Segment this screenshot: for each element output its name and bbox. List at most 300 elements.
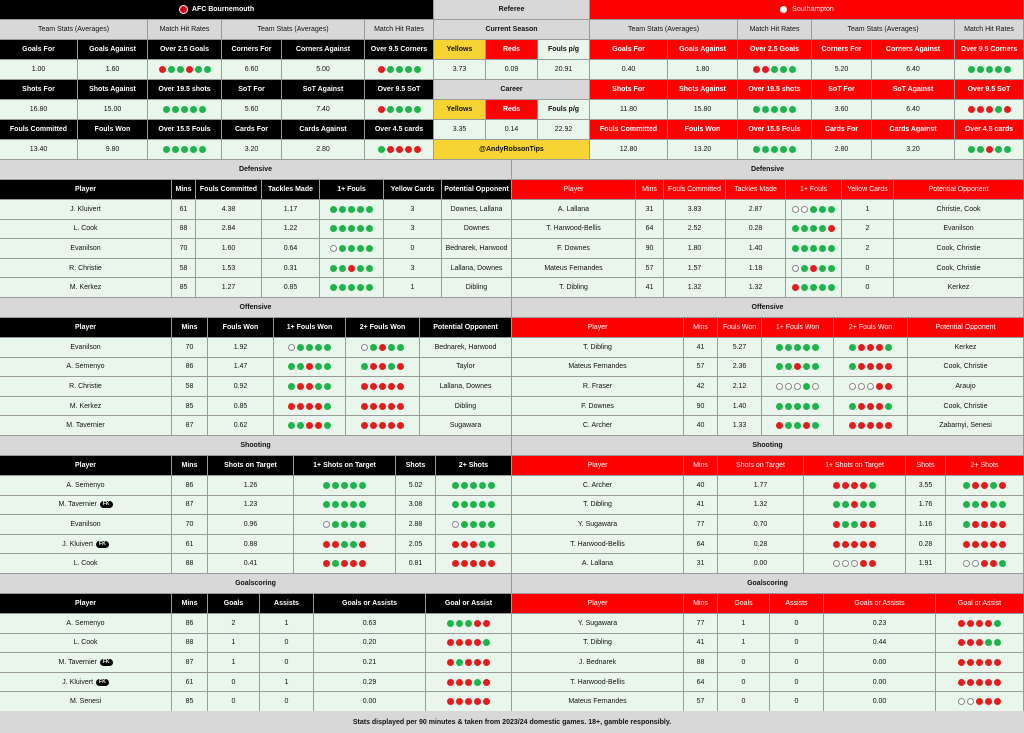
cell-text: Team Stats (Averages) bbox=[37, 26, 110, 33]
team-stat-label bbox=[738, 120, 812, 140]
column-header bbox=[770, 594, 824, 614]
empty-dot-icon bbox=[323, 521, 330, 528]
miss-dot-icon bbox=[792, 284, 799, 291]
player-stat bbox=[260, 653, 314, 673]
cell-text: 1.17 bbox=[283, 205, 298, 213]
empty-dot-icon bbox=[833, 560, 840, 567]
team-stat-label bbox=[282, 40, 365, 60]
section-title-offensive bbox=[0, 298, 512, 318]
cell-text: 1+ Fouls Won bbox=[286, 324, 333, 331]
cell-text: 3 bbox=[410, 205, 415, 213]
hit-dot-icon bbox=[339, 225, 346, 232]
hit-dot-icon bbox=[842, 501, 849, 508]
hit-dot-icon bbox=[819, 225, 826, 232]
team-stat-value bbox=[872, 140, 955, 160]
hit-rate-dots bbox=[958, 639, 1001, 646]
hit-dot-icon bbox=[819, 245, 826, 252]
player-stat bbox=[824, 673, 936, 693]
miss-dot-icon bbox=[999, 541, 1006, 548]
cell-text: 88 bbox=[185, 639, 194, 647]
cell-text: 0.23 bbox=[872, 619, 887, 627]
cell-text: J. Bednarek bbox=[578, 658, 617, 666]
team-stat-label bbox=[222, 120, 282, 140]
miss-dot-icon bbox=[483, 659, 490, 666]
empty-dot-icon bbox=[967, 698, 974, 705]
player-stat bbox=[396, 554, 436, 574]
player-stat bbox=[894, 220, 1024, 240]
cell-text: 0.88 bbox=[243, 540, 258, 548]
hit-dot-icon bbox=[172, 106, 179, 113]
player-stat bbox=[684, 554, 718, 574]
player-stat bbox=[786, 239, 842, 259]
free-kick-taker-badge: FK bbox=[100, 659, 113, 666]
miss-dot-icon bbox=[986, 106, 993, 113]
cell-text: 31 bbox=[645, 205, 654, 213]
free-kick-taker-badge: FK bbox=[100, 501, 113, 508]
player-stat bbox=[172, 634, 208, 654]
cell-text: 1.26 bbox=[243, 481, 258, 489]
hit-dot-icon bbox=[297, 363, 304, 370]
player-stat bbox=[762, 397, 834, 417]
player-stat bbox=[804, 496, 906, 516]
hit-dot-icon bbox=[447, 620, 454, 627]
player-name bbox=[512, 476, 684, 496]
player-stat bbox=[294, 496, 396, 516]
player-name bbox=[512, 496, 684, 516]
cell-text: Corners Against bbox=[295, 46, 351, 53]
cell-text: Taylor bbox=[456, 363, 475, 371]
cell-text: Cook, Christie bbox=[943, 363, 988, 371]
hit-rate-dots bbox=[378, 106, 421, 113]
empty-dot-icon bbox=[963, 560, 970, 567]
hit-dot-icon bbox=[780, 66, 787, 73]
player-stat bbox=[664, 239, 726, 259]
hit-rate-dots bbox=[361, 403, 404, 410]
hit-dot-icon bbox=[753, 106, 760, 113]
hit-dot-icon bbox=[288, 383, 295, 390]
hit-dot-icon bbox=[190, 106, 197, 113]
cell-text: Assists bbox=[785, 600, 808, 607]
cell-text: Player bbox=[74, 324, 97, 331]
cell-text: 9.80 bbox=[105, 146, 120, 153]
cell-text: SoT Against bbox=[302, 86, 344, 93]
player-stat bbox=[396, 515, 436, 535]
team-hit-rate bbox=[148, 60, 222, 80]
player-stat bbox=[208, 673, 260, 693]
hit-dot-icon bbox=[776, 344, 783, 351]
cell-text: 2.84 bbox=[221, 225, 236, 233]
hit-dot-icon bbox=[357, 284, 364, 291]
player-stat bbox=[294, 476, 396, 496]
cell-text: 13.40 bbox=[29, 146, 48, 153]
miss-dot-icon bbox=[350, 560, 357, 567]
hit-rate-dots bbox=[452, 541, 495, 548]
player-name bbox=[512, 673, 684, 693]
cell-text: 0 bbox=[865, 284, 870, 292]
column-header bbox=[824, 594, 936, 614]
hit-dot-icon bbox=[357, 265, 364, 272]
empty-dot-icon bbox=[794, 383, 801, 390]
team-hit-rate bbox=[955, 140, 1024, 160]
player-stat bbox=[346, 397, 420, 417]
cell-text: T. Dibling bbox=[583, 343, 612, 351]
hit-dot-icon bbox=[341, 521, 348, 528]
column-header bbox=[320, 180, 384, 200]
hit-dot-icon bbox=[812, 363, 819, 370]
miss-dot-icon bbox=[985, 698, 992, 705]
hit-dot-icon bbox=[359, 482, 366, 489]
team-stat-value bbox=[590, 140, 668, 160]
player-stat bbox=[172, 220, 196, 240]
hit-rate-dots bbox=[776, 383, 819, 390]
hit-dot-icon bbox=[801, 225, 808, 232]
hit-dot-icon bbox=[771, 66, 778, 73]
player-stat bbox=[208, 535, 294, 555]
cell-text: 70 bbox=[185, 520, 194, 528]
player-stat bbox=[384, 278, 442, 298]
miss-dot-icon bbox=[860, 560, 867, 567]
cell-text: Player bbox=[74, 600, 97, 607]
cell-text: 1.40 bbox=[748, 244, 763, 252]
cell-text: 0.70 bbox=[753, 520, 768, 528]
cell-text: 6.60 bbox=[244, 66, 259, 73]
hit-rate-dots bbox=[447, 679, 490, 686]
cell-text: Potential Opponent bbox=[928, 186, 989, 193]
hit-dot-icon bbox=[199, 106, 206, 113]
miss-dot-icon bbox=[981, 501, 988, 508]
miss-dot-icon bbox=[860, 482, 867, 489]
hit-dot-icon bbox=[479, 501, 486, 508]
free-kick-taker-badge: FK bbox=[96, 679, 109, 686]
hit-rate-dots bbox=[792, 245, 835, 252]
column-header bbox=[384, 180, 442, 200]
hit-dot-icon bbox=[348, 225, 355, 232]
team-stat-value bbox=[282, 60, 365, 80]
player-stat bbox=[824, 634, 936, 654]
player-stat bbox=[684, 653, 718, 673]
hit-dot-icon bbox=[405, 66, 412, 73]
hit-rate-dots bbox=[776, 403, 819, 410]
hit-dot-icon bbox=[339, 245, 346, 252]
miss-dot-icon bbox=[986, 146, 993, 153]
miss-dot-icon bbox=[967, 679, 974, 686]
hit-rate-dots bbox=[833, 560, 876, 567]
team-stat-label bbox=[282, 80, 365, 100]
player-stat bbox=[894, 259, 1024, 279]
hit-dot-icon bbox=[370, 344, 377, 351]
cell-text: Shooting bbox=[240, 442, 271, 449]
miss-dot-icon bbox=[967, 639, 974, 646]
miss-dot-icon bbox=[452, 560, 459, 567]
miss-dot-icon bbox=[297, 383, 304, 390]
hit-dot-icon bbox=[801, 265, 808, 272]
player-stat bbox=[172, 673, 208, 693]
hit-dot-icon bbox=[388, 344, 395, 351]
hit-rate-dots bbox=[792, 284, 835, 291]
cell-text: 85 bbox=[185, 402, 194, 410]
miss-dot-icon bbox=[465, 639, 472, 646]
player-name bbox=[0, 614, 172, 634]
miss-dot-icon bbox=[379, 383, 386, 390]
player-stat bbox=[442, 200, 512, 220]
miss-dot-icon bbox=[990, 521, 997, 528]
cell-text: Goals bbox=[734, 600, 753, 607]
cell-text: 2+ Shots bbox=[970, 462, 999, 469]
player-name bbox=[512, 535, 684, 555]
player-stat bbox=[262, 239, 320, 259]
player-stat bbox=[426, 673, 512, 693]
cell-text: 2+ Shots bbox=[458, 462, 489, 469]
cell-text: 3.20 bbox=[244, 146, 259, 153]
cell-text: 77 bbox=[696, 520, 705, 528]
player-name bbox=[0, 535, 172, 555]
referee-stat-value bbox=[486, 120, 538, 140]
hit-dot-icon bbox=[963, 501, 970, 508]
hit-dot-icon bbox=[332, 560, 339, 567]
hit-rate-dots bbox=[288, 403, 331, 410]
column-header bbox=[262, 180, 320, 200]
miss-dot-icon bbox=[842, 541, 849, 548]
current-season-header bbox=[434, 20, 590, 40]
cell-text: 0.20 bbox=[362, 639, 377, 647]
player-name bbox=[0, 200, 172, 220]
player-stat bbox=[946, 496, 1024, 516]
player-stat bbox=[770, 653, 824, 673]
player-stat bbox=[684, 358, 718, 378]
cell-text: 0.85 bbox=[233, 402, 248, 410]
cell-text: 88 bbox=[185, 560, 194, 568]
cell-text: 1.76 bbox=[918, 501, 933, 509]
miss-dot-icon bbox=[361, 383, 368, 390]
cell-text: 0.28 bbox=[748, 225, 763, 233]
column-header bbox=[294, 456, 396, 476]
player-stat bbox=[824, 653, 936, 673]
player-stat bbox=[436, 496, 512, 516]
cell-text: Shots Against bbox=[679, 86, 726, 93]
miss-dot-icon bbox=[972, 482, 979, 489]
team-stats-avg-header bbox=[222, 20, 365, 40]
cell-text: Evanilson bbox=[943, 225, 974, 233]
column-header bbox=[906, 456, 946, 476]
hit-dot-icon bbox=[324, 422, 331, 429]
miss-dot-icon bbox=[379, 422, 386, 429]
cell-text: 2.12 bbox=[732, 382, 747, 390]
player-stat bbox=[834, 338, 908, 358]
career-header bbox=[434, 80, 590, 100]
miss-dot-icon bbox=[851, 541, 858, 548]
team-stat-label bbox=[0, 120, 78, 140]
team-stat-value bbox=[590, 100, 668, 120]
hit-dot-icon bbox=[361, 363, 368, 370]
cell-text: 2+ Fouls Won bbox=[848, 324, 893, 331]
cell-text: 1 bbox=[741, 619, 746, 627]
free-kick-taker-badge: FK bbox=[96, 541, 109, 548]
cell-text: 41 bbox=[696, 639, 705, 647]
cell-text: C. Archer bbox=[582, 422, 613, 430]
cell-text: M. Tavernier bbox=[66, 422, 105, 430]
hit-dot-icon bbox=[842, 521, 849, 528]
column-header bbox=[786, 180, 842, 200]
hit-dot-icon bbox=[963, 482, 970, 489]
miss-dot-icon bbox=[1004, 106, 1011, 113]
miss-dot-icon bbox=[994, 659, 1001, 666]
cell-text: 90 bbox=[645, 244, 654, 252]
cell-text: Shots bbox=[405, 462, 426, 469]
player-stat bbox=[208, 338, 274, 358]
miss-dot-icon bbox=[985, 659, 992, 666]
miss-dot-icon bbox=[885, 363, 892, 370]
cell-text: 1+ Shots on Target bbox=[825, 462, 884, 469]
hit-dot-icon bbox=[199, 146, 206, 153]
hit-dot-icon bbox=[330, 206, 337, 213]
hit-dot-icon bbox=[810, 284, 817, 291]
team-hit-rate bbox=[738, 100, 812, 120]
cell-text: Player bbox=[587, 600, 608, 607]
hit-dot-icon bbox=[990, 482, 997, 489]
player-stat bbox=[906, 515, 946, 535]
player-stat bbox=[770, 692, 824, 712]
cell-text: Shots on Target bbox=[736, 462, 785, 469]
cell-text: J. Kluivert bbox=[62, 540, 94, 548]
miss-dot-icon bbox=[361, 422, 368, 429]
hit-rate-dots bbox=[330, 225, 373, 232]
hit-rate-dots bbox=[963, 521, 1006, 528]
cell-text: 85 bbox=[185, 698, 194, 706]
player-stat bbox=[396, 535, 436, 555]
miss-dot-icon bbox=[885, 422, 892, 429]
player-stat bbox=[636, 239, 664, 259]
section-title-offensive bbox=[512, 298, 1024, 318]
miss-dot-icon bbox=[359, 560, 366, 567]
player-stat bbox=[346, 377, 420, 397]
column-header bbox=[512, 180, 636, 200]
cell-text: 2.88 bbox=[408, 520, 423, 528]
player-stat bbox=[804, 554, 906, 574]
player-stat bbox=[436, 554, 512, 574]
cell-text: 5.02 bbox=[408, 481, 423, 489]
player-stat bbox=[426, 634, 512, 654]
player-stat bbox=[172, 239, 196, 259]
hit-dot-icon bbox=[488, 501, 495, 508]
cell-text: 58 bbox=[179, 264, 188, 272]
cell-text: 20.91 bbox=[554, 66, 573, 73]
cell-text: J. Kluivert bbox=[62, 678, 94, 686]
section-title-goalscoring bbox=[0, 574, 512, 594]
player-stat bbox=[314, 634, 426, 654]
player-stat bbox=[718, 634, 770, 654]
cell-text: 41 bbox=[645, 284, 654, 292]
hit-dot-icon bbox=[995, 146, 1002, 153]
cell-text: 77 bbox=[696, 619, 705, 627]
miss-dot-icon bbox=[833, 521, 840, 528]
cell-text: 1 bbox=[741, 639, 746, 647]
cell-text: 3.60 bbox=[834, 106, 849, 113]
cell-text: Over 9.5 Corners bbox=[370, 46, 428, 53]
cell-text: 87 bbox=[185, 422, 194, 430]
cell-text: 0.62 bbox=[233, 422, 248, 430]
hit-rate-dots bbox=[323, 482, 366, 489]
cell-text: A. Semenyo bbox=[66, 619, 105, 627]
cell-text: Over 15.5 Fouls bbox=[748, 126, 801, 133]
column-header bbox=[426, 594, 512, 614]
team-stat-value bbox=[812, 60, 872, 80]
cell-text: 87 bbox=[185, 658, 194, 666]
miss-dot-icon bbox=[461, 541, 468, 548]
hit-rate-dots bbox=[288, 363, 331, 370]
hit-dot-icon bbox=[792, 225, 799, 232]
player-stat bbox=[684, 614, 718, 634]
cell-text: Tackles Made bbox=[734, 186, 777, 193]
miss-dot-icon bbox=[794, 363, 801, 370]
hit-dot-icon bbox=[348, 245, 355, 252]
column-header bbox=[442, 180, 512, 200]
cell-text: F. Downes bbox=[581, 402, 614, 410]
player-stat bbox=[908, 416, 1024, 436]
hit-rate-dots bbox=[849, 363, 892, 370]
player-name bbox=[512, 338, 684, 358]
bournemouth-crest-icon bbox=[179, 5, 188, 14]
cell-text: Over 9.5 SoT bbox=[377, 86, 421, 93]
hit-dot-icon bbox=[324, 403, 331, 410]
cell-text: Mateus Fernandes bbox=[568, 698, 627, 706]
hit-dot-icon bbox=[332, 521, 339, 528]
cell-text: 1.32 bbox=[687, 284, 702, 292]
hit-dot-icon bbox=[452, 482, 459, 489]
hit-dot-icon bbox=[849, 363, 856, 370]
hit-dot-icon bbox=[990, 501, 997, 508]
referee-stat-label bbox=[538, 100, 590, 120]
player-name bbox=[0, 259, 172, 279]
empty-dot-icon bbox=[785, 383, 792, 390]
hit-dot-icon bbox=[339, 284, 346, 291]
column-header bbox=[396, 456, 436, 476]
cell-text: Goalscoring bbox=[235, 580, 276, 587]
cell-text: Evanilson bbox=[70, 520, 101, 528]
player-name bbox=[0, 338, 172, 358]
cell-text: 0 bbox=[284, 639, 289, 647]
column-header bbox=[0, 180, 172, 200]
cell-text: 90 bbox=[696, 402, 705, 410]
player-stat bbox=[726, 278, 786, 298]
hit-dot-icon bbox=[1004, 146, 1011, 153]
column-header bbox=[908, 318, 1024, 338]
cell-text: Current Season bbox=[485, 26, 538, 33]
cell-text: Goals For bbox=[22, 46, 55, 53]
cell-text: Christie, Cook bbox=[936, 205, 981, 213]
hit-dot-icon bbox=[860, 501, 867, 508]
cell-text: 11.80 bbox=[620, 106, 637, 113]
cell-text: 0 bbox=[794, 639, 799, 647]
column-header bbox=[196, 180, 262, 200]
miss-dot-icon bbox=[869, 521, 876, 528]
player-name bbox=[512, 515, 684, 535]
miss-dot-icon bbox=[159, 66, 166, 73]
team-stat-label bbox=[590, 120, 668, 140]
hit-rate-dots bbox=[833, 482, 876, 489]
hit-dot-icon bbox=[405, 106, 412, 113]
player-name bbox=[512, 692, 684, 712]
miss-dot-icon bbox=[488, 560, 495, 567]
player-stat bbox=[172, 614, 208, 634]
miss-dot-icon bbox=[465, 659, 472, 666]
cell-text: 0 bbox=[794, 698, 799, 706]
player-stat bbox=[636, 259, 664, 279]
player-stat bbox=[906, 554, 946, 574]
miss-dot-icon bbox=[414, 146, 421, 153]
team-stat-value bbox=[282, 100, 365, 120]
cell-text: 0 bbox=[231, 678, 236, 686]
player-stat bbox=[420, 338, 512, 358]
